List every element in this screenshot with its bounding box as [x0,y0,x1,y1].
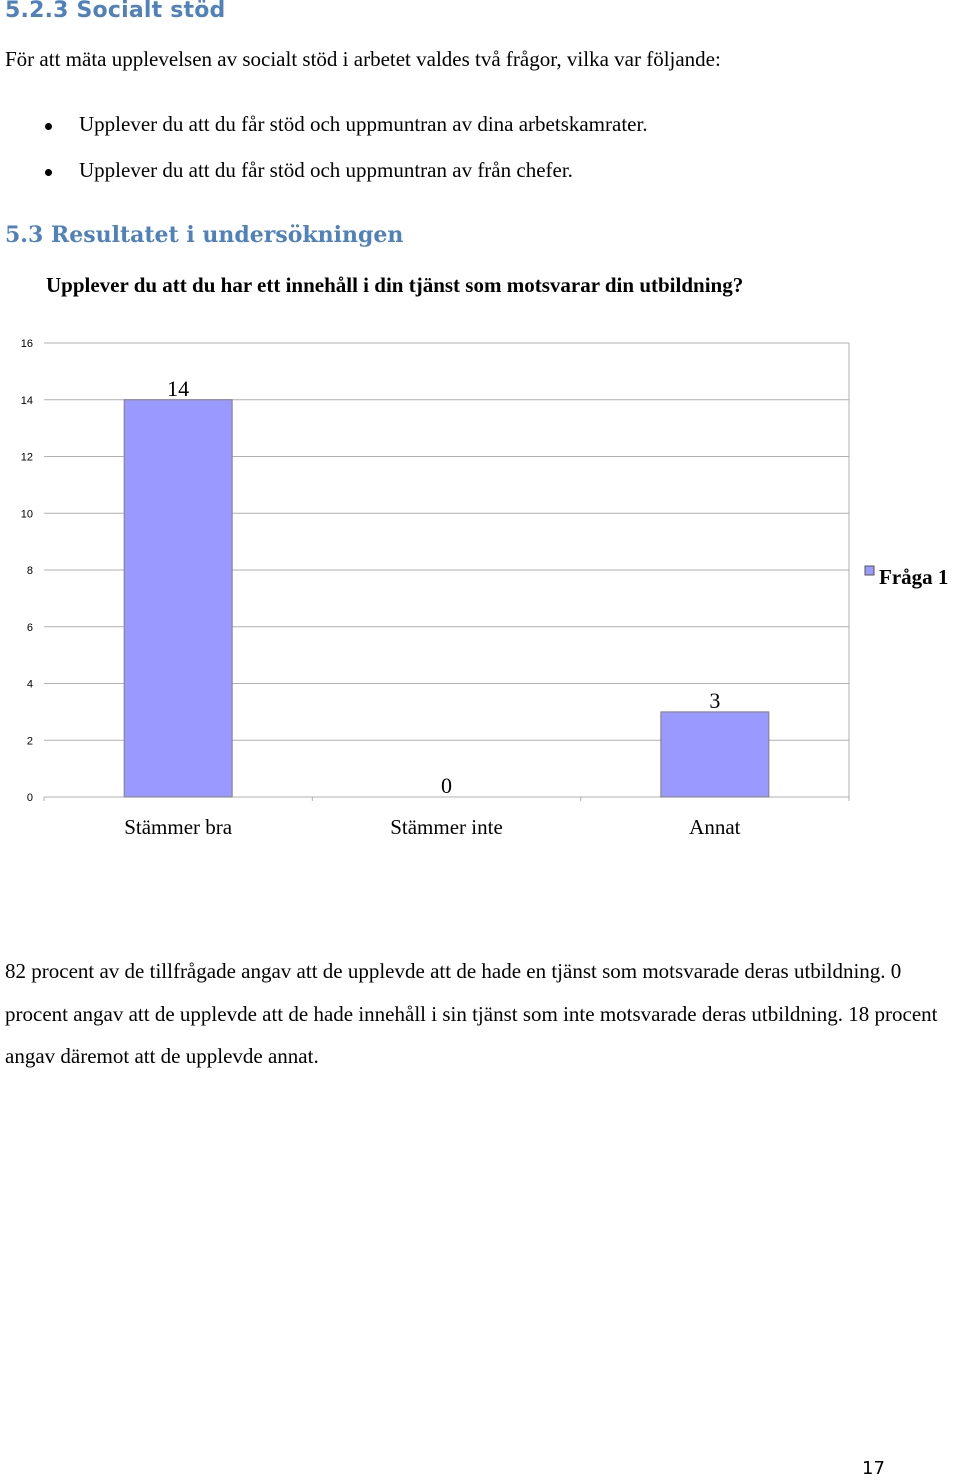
y-tick-label: 0 [26,792,33,804]
bar [661,712,769,797]
bullet-icon [45,169,52,176]
results-heading: 5.3 Resultatet i undersökningen [5,222,404,248]
chart-question: Upplever du att du har ett innehåll i din tjänst som motsvarar din utbildning? [46,273,744,297]
data-label: 14 [167,375,190,401]
category-label: Stämmer bra [124,815,233,839]
list-item-text: Upplever du att du får stöd och uppmuntran av från chefer. [79,158,573,182]
category-label: Annat [689,815,741,839]
section-heading: 5.2.3 Socialt stöd [5,0,226,23]
y-tick-label: 10 [20,508,33,521]
data-label: 3 [709,687,721,713]
y-tick-label: 6 [26,621,33,634]
page-number: 17 [862,1458,885,1479]
data-label: 0 [441,773,452,798]
y-tick-label: 12 [20,451,33,464]
y-tick-label: 2 [26,735,33,748]
y-tick-label: 16 [20,338,33,350]
list-item-text: Upplever du att du får stöd och uppmuntran av dina arbetskamrater. [79,112,648,136]
bar-chart [0,330,960,860]
bar [124,400,232,797]
category-label: Stämmer inte [390,815,503,839]
y-tick-label: 8 [26,565,33,577]
y-tick-label: 4 [26,678,33,691]
bullet-icon [45,123,52,130]
intro-paragraph: För att mäta upplevelsen av socialt stöd i arbetet valdes två frågor, vilka var följande: [5,47,721,71]
summary-paragraph: 82 procent av de tillfrågade angav att de upplevde att de hade en tjänst som motsvarade deras utbildning. 0 procent angav att de upplevde att de hade innehåll i sin tjänst som inte motsvarade deras utbildning. 18 procent angav däremot att de upplevde annat. [5,959,938,1068]
legend-label: Fråga 1 [879,565,949,589]
legend-swatch [865,566,874,575]
y-tick-label: 14 [20,394,33,407]
